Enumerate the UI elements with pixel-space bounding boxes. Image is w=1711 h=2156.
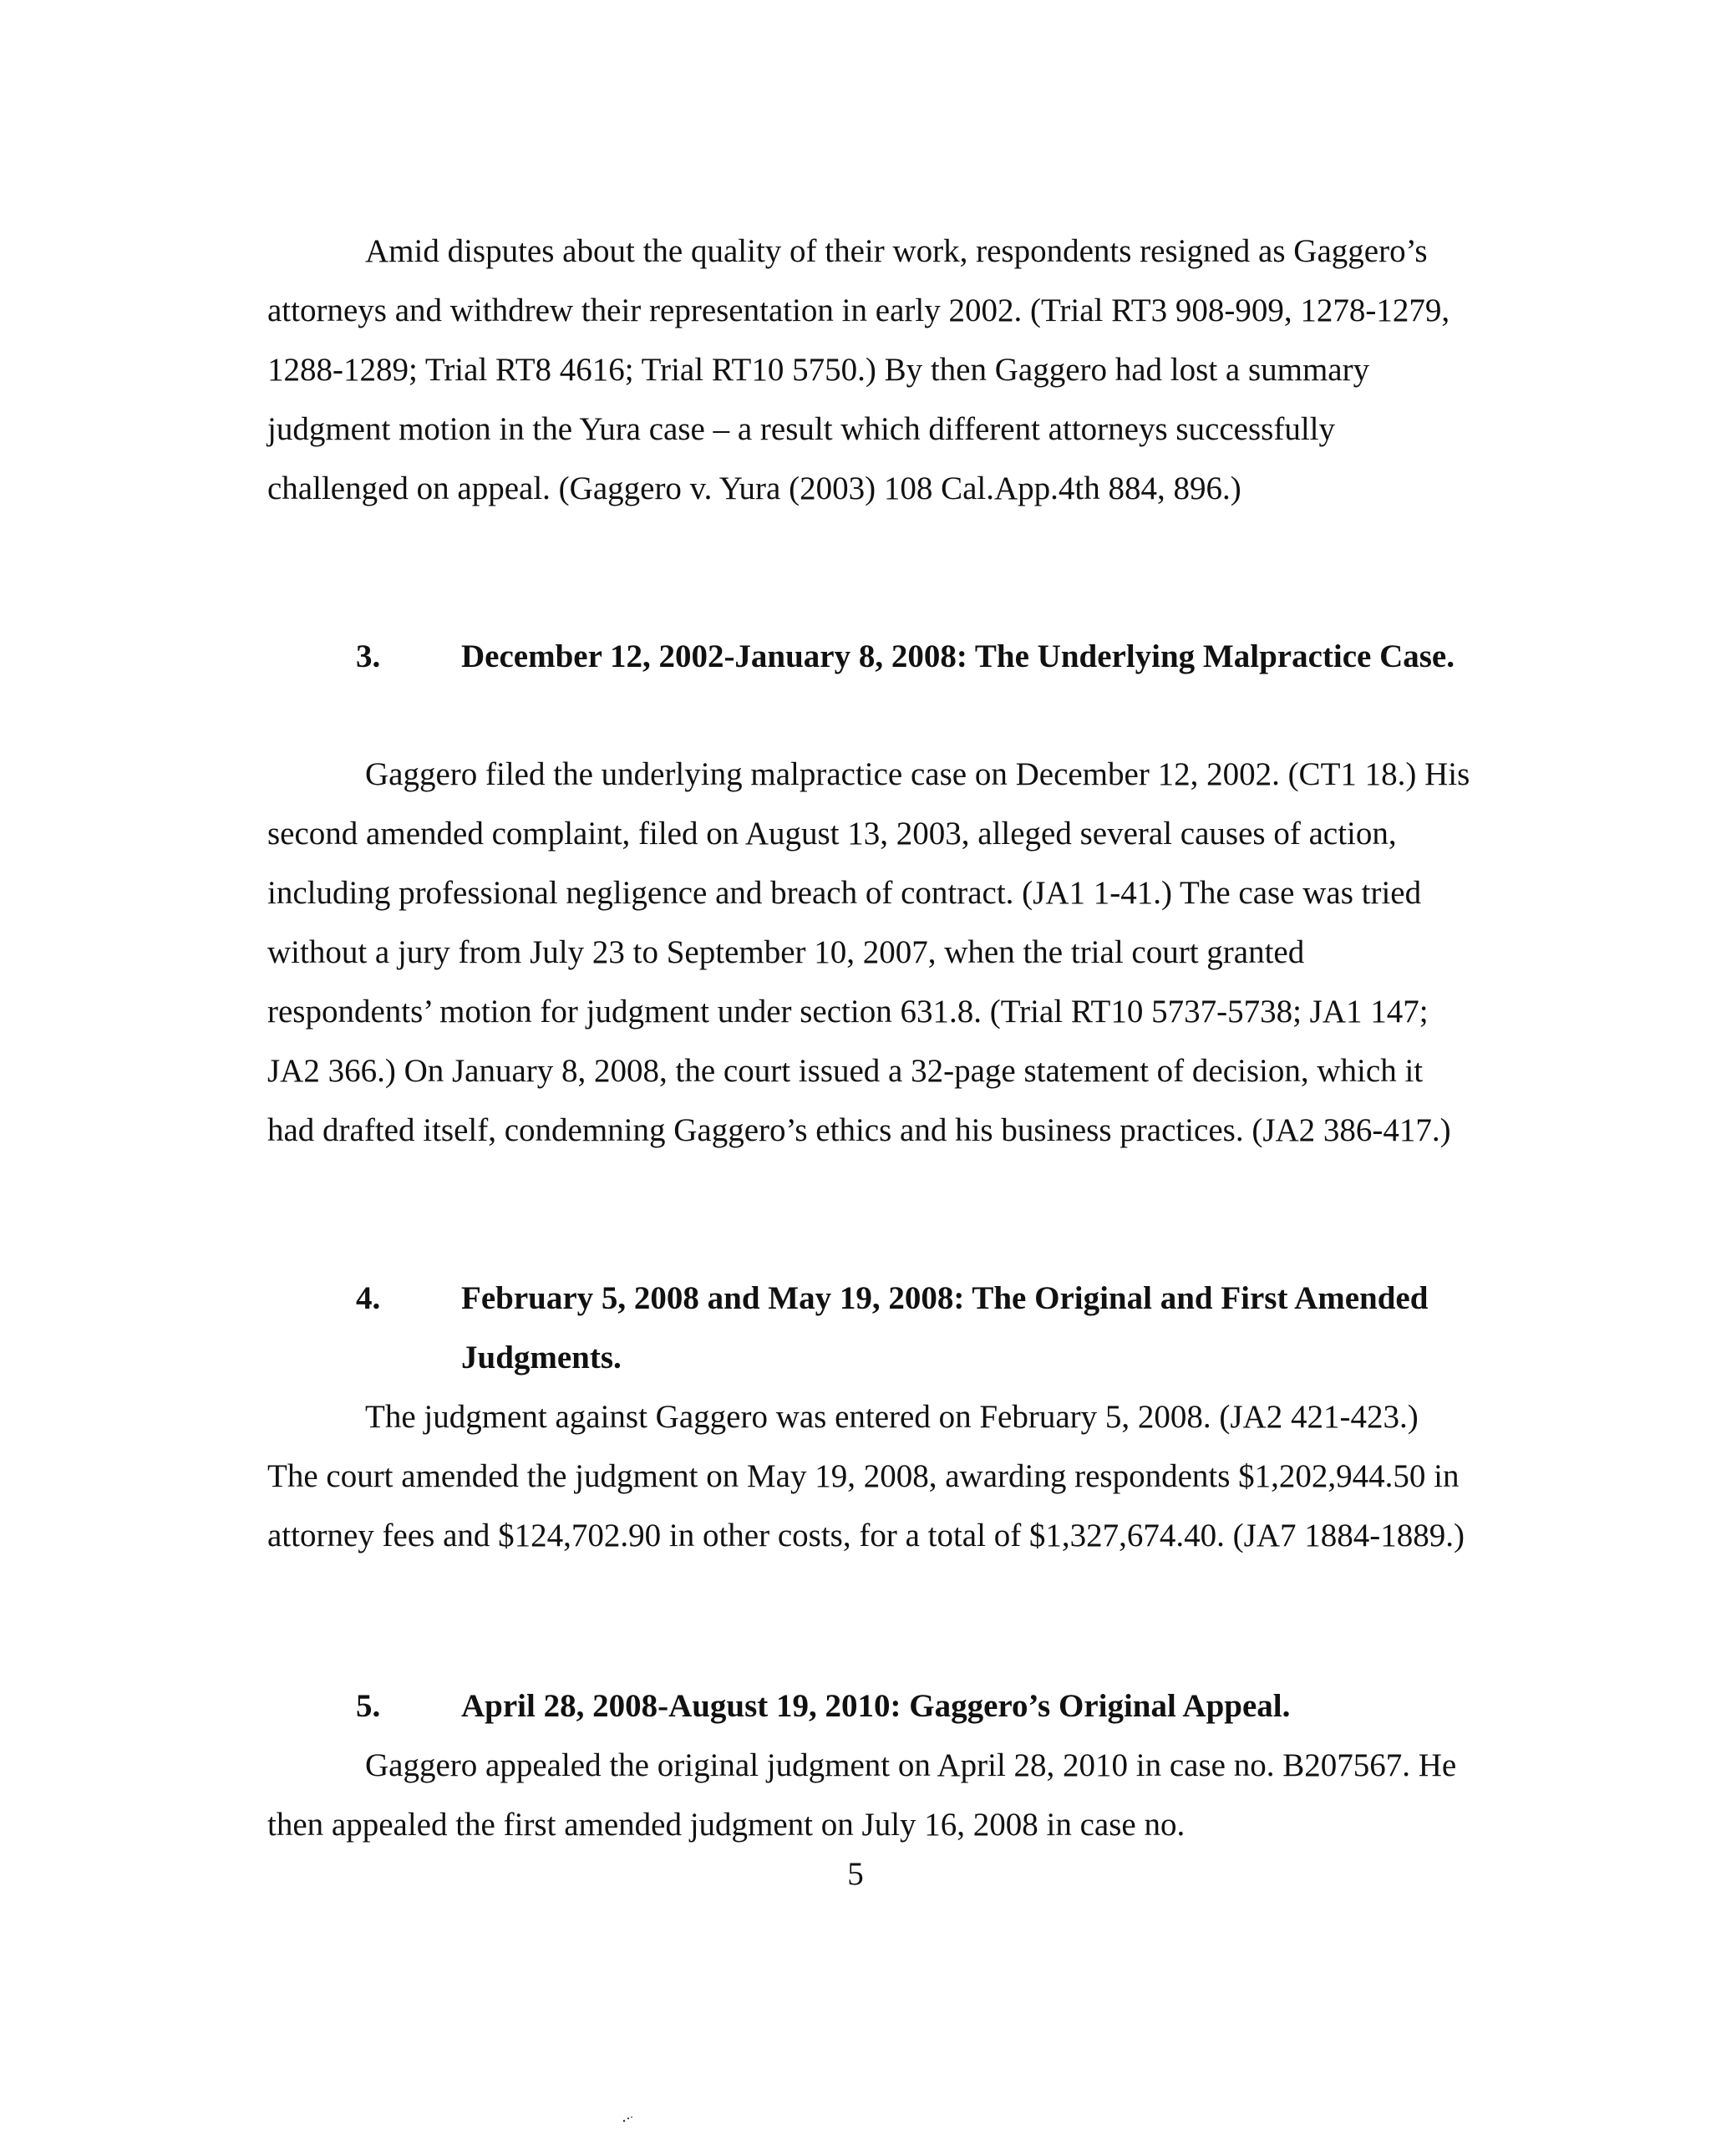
paragraph-2 (267, 745, 1479, 1160)
section-number: 5. (356, 1688, 381, 1724)
paragraph-2-text: Gaggero filed the underlying malpractice case on December 12, 2002. (CT1 18.) His second amended complaint, filed on August 13, 2003, alleged several causes of action, including professional negligence and breach of contract. (JA1 1-41.) The case was tried without a jury from July 23 to September 10, 2007, when the trial court granted respondents’ motion for judgment under section 631.8. (Trial RT10 5737-5738; JA1 147; JA2 366.) On January 8, 2008, the court issued a 32-page statement of decision, which it had drafted itself, condemning Gaggero’s ethics and his business practices. (JA2 386-417.) (267, 756, 1479, 1148)
paragraph-4 (267, 1736, 1470, 1854)
section-title: April 28, 2008-August 19, 2010: Gaggero’s Original Appeal. (461, 1688, 1291, 1724)
section-heading-5 (356, 1676, 1475, 1736)
paragraph-1 (267, 221, 1470, 518)
page-number: 5 (847, 1856, 864, 1892)
section-number: 4. (356, 1280, 381, 1316)
scan-speck (622, 2116, 633, 2123)
section-number: 3. (356, 638, 381, 674)
paragraph-3 (267, 1387, 1470, 1565)
paragraph-3-text: The judgment against Gaggero was entered on February 5, 2008. (JA2 421-423.) The court amended the judgment on May 19, 2008, awarding respondents $1,202,944.50 in attorney fees and $124,702.90 in other costs, for a total of $1,327,674.40. (JA7 1884-1889.) (267, 1399, 1468, 1553)
paragraph-1-text: Amid disputes about the quality of their work, respondents resigned as Gaggero’s attorneys and withdrew their representation in early 2002. (Trial RT3 908-909, 1278-1279, 1288-1289; Trial RT8 4616; Trial RT10 5750.) By then Gaggero had lost a summary judgment motion in the Yura case – a result which different attorneys successfully challenged on appeal. (Gaggero v. Yura (2003) 108 Cal.App.4th 884, 896.) (267, 233, 1458, 506)
section-title: February 5, 2008 and May 19, 2008: The Original and First Amended Judgments. (461, 1280, 1429, 1375)
section-heading-4 (356, 1269, 1475, 1387)
section-title: December 12, 2002-January 8, 2008: The Underlying Malpractice Case. (461, 638, 1455, 674)
paragraph-4-text: Gaggero appealed the original judgment on April 28, 2010 in case no. B207567. He then appealed the first amended judgment on July 16, 2008 in case no. (267, 1747, 1465, 1843)
section-heading-3 (356, 627, 1475, 686)
